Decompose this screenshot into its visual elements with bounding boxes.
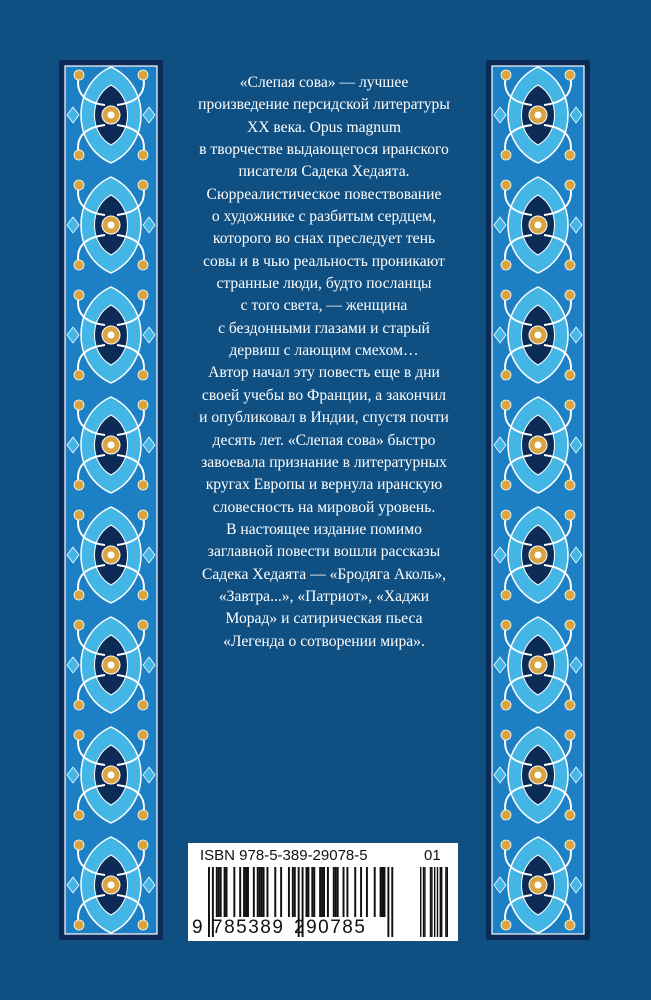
- barcode-first-digit: 9: [192, 917, 205, 938]
- right-ornament-border: [486, 60, 590, 940]
- text-line: и опубликовал в Индии, спустя почти: [199, 409, 449, 427]
- text-line: Сюрреалистическое повествование: [206, 185, 442, 203]
- isbn-number: ISBN 978-5-389-29078-5: [200, 847, 368, 864]
- isbn-barcode: [188, 843, 458, 941]
- text-line: с того света, — женщина: [240, 297, 408, 315]
- description-text: [168, 72, 480, 653]
- text-line: В настоящее издание помимо: [226, 520, 422, 538]
- persian-arabesque-icon: [486, 60, 590, 940]
- text-line: заглавной повести вошли рассказы: [207, 543, 441, 561]
- text-line: кругах Европы и вернула иранскую: [205, 476, 443, 494]
- text-line: писателя Садека Хедаята.: [238, 163, 410, 181]
- text-line: странные люди, будто посланцы: [216, 275, 432, 293]
- text-line: совы и в чью реальность проникают: [203, 252, 445, 270]
- paragraph: [168, 72, 480, 184]
- barcode-addon: 01: [424, 847, 441, 864]
- text-line: словесность на мировой уровень.: [212, 498, 436, 516]
- text-line: «Завтра...», «Патриот», «Хаджи: [218, 587, 430, 605]
- text-line: с бездонными глазами и старый: [218, 319, 430, 337]
- paragraph: [168, 519, 480, 653]
- text-line: в творчестве выдающегося иранского: [199, 141, 449, 159]
- text-line: о художнике с разбитым сердцем,: [211, 208, 437, 226]
- paragraph: [168, 362, 480, 518]
- barcode-right-digits: 290785: [294, 917, 367, 938]
- text-line: завоевала признание в литературных: [201, 453, 447, 471]
- text-line: своей учебы во Франции, а закончил: [201, 386, 447, 404]
- text-line: произведение персидской литературы: [198, 96, 450, 114]
- text-line: десять лет. «Слепая сова» быстро: [212, 431, 436, 449]
- text-line: «Легенда о сотворении мира».: [223, 632, 425, 650]
- text-line: Морад» и сатирическая пьеса: [225, 610, 423, 628]
- text-line: «Слепая сова» — лучшее: [239, 74, 409, 91]
- barcode-left-digits: 785389: [212, 917, 285, 938]
- text-line: дервиш с лающим смехом…: [229, 342, 419, 360]
- left-ornament-border: [59, 60, 163, 940]
- text-line: которого во снах преследует тень: [212, 230, 436, 248]
- paragraph: [168, 184, 480, 363]
- text-line: Садека Хедаята — «Бродяга Аколь»,: [201, 565, 447, 583]
- persian-arabesque-icon: [59, 60, 163, 940]
- text-line: Автор начал эту повесть еще в дни: [208, 364, 440, 382]
- text-line: XX века. Opus magnum: [246, 118, 402, 136]
